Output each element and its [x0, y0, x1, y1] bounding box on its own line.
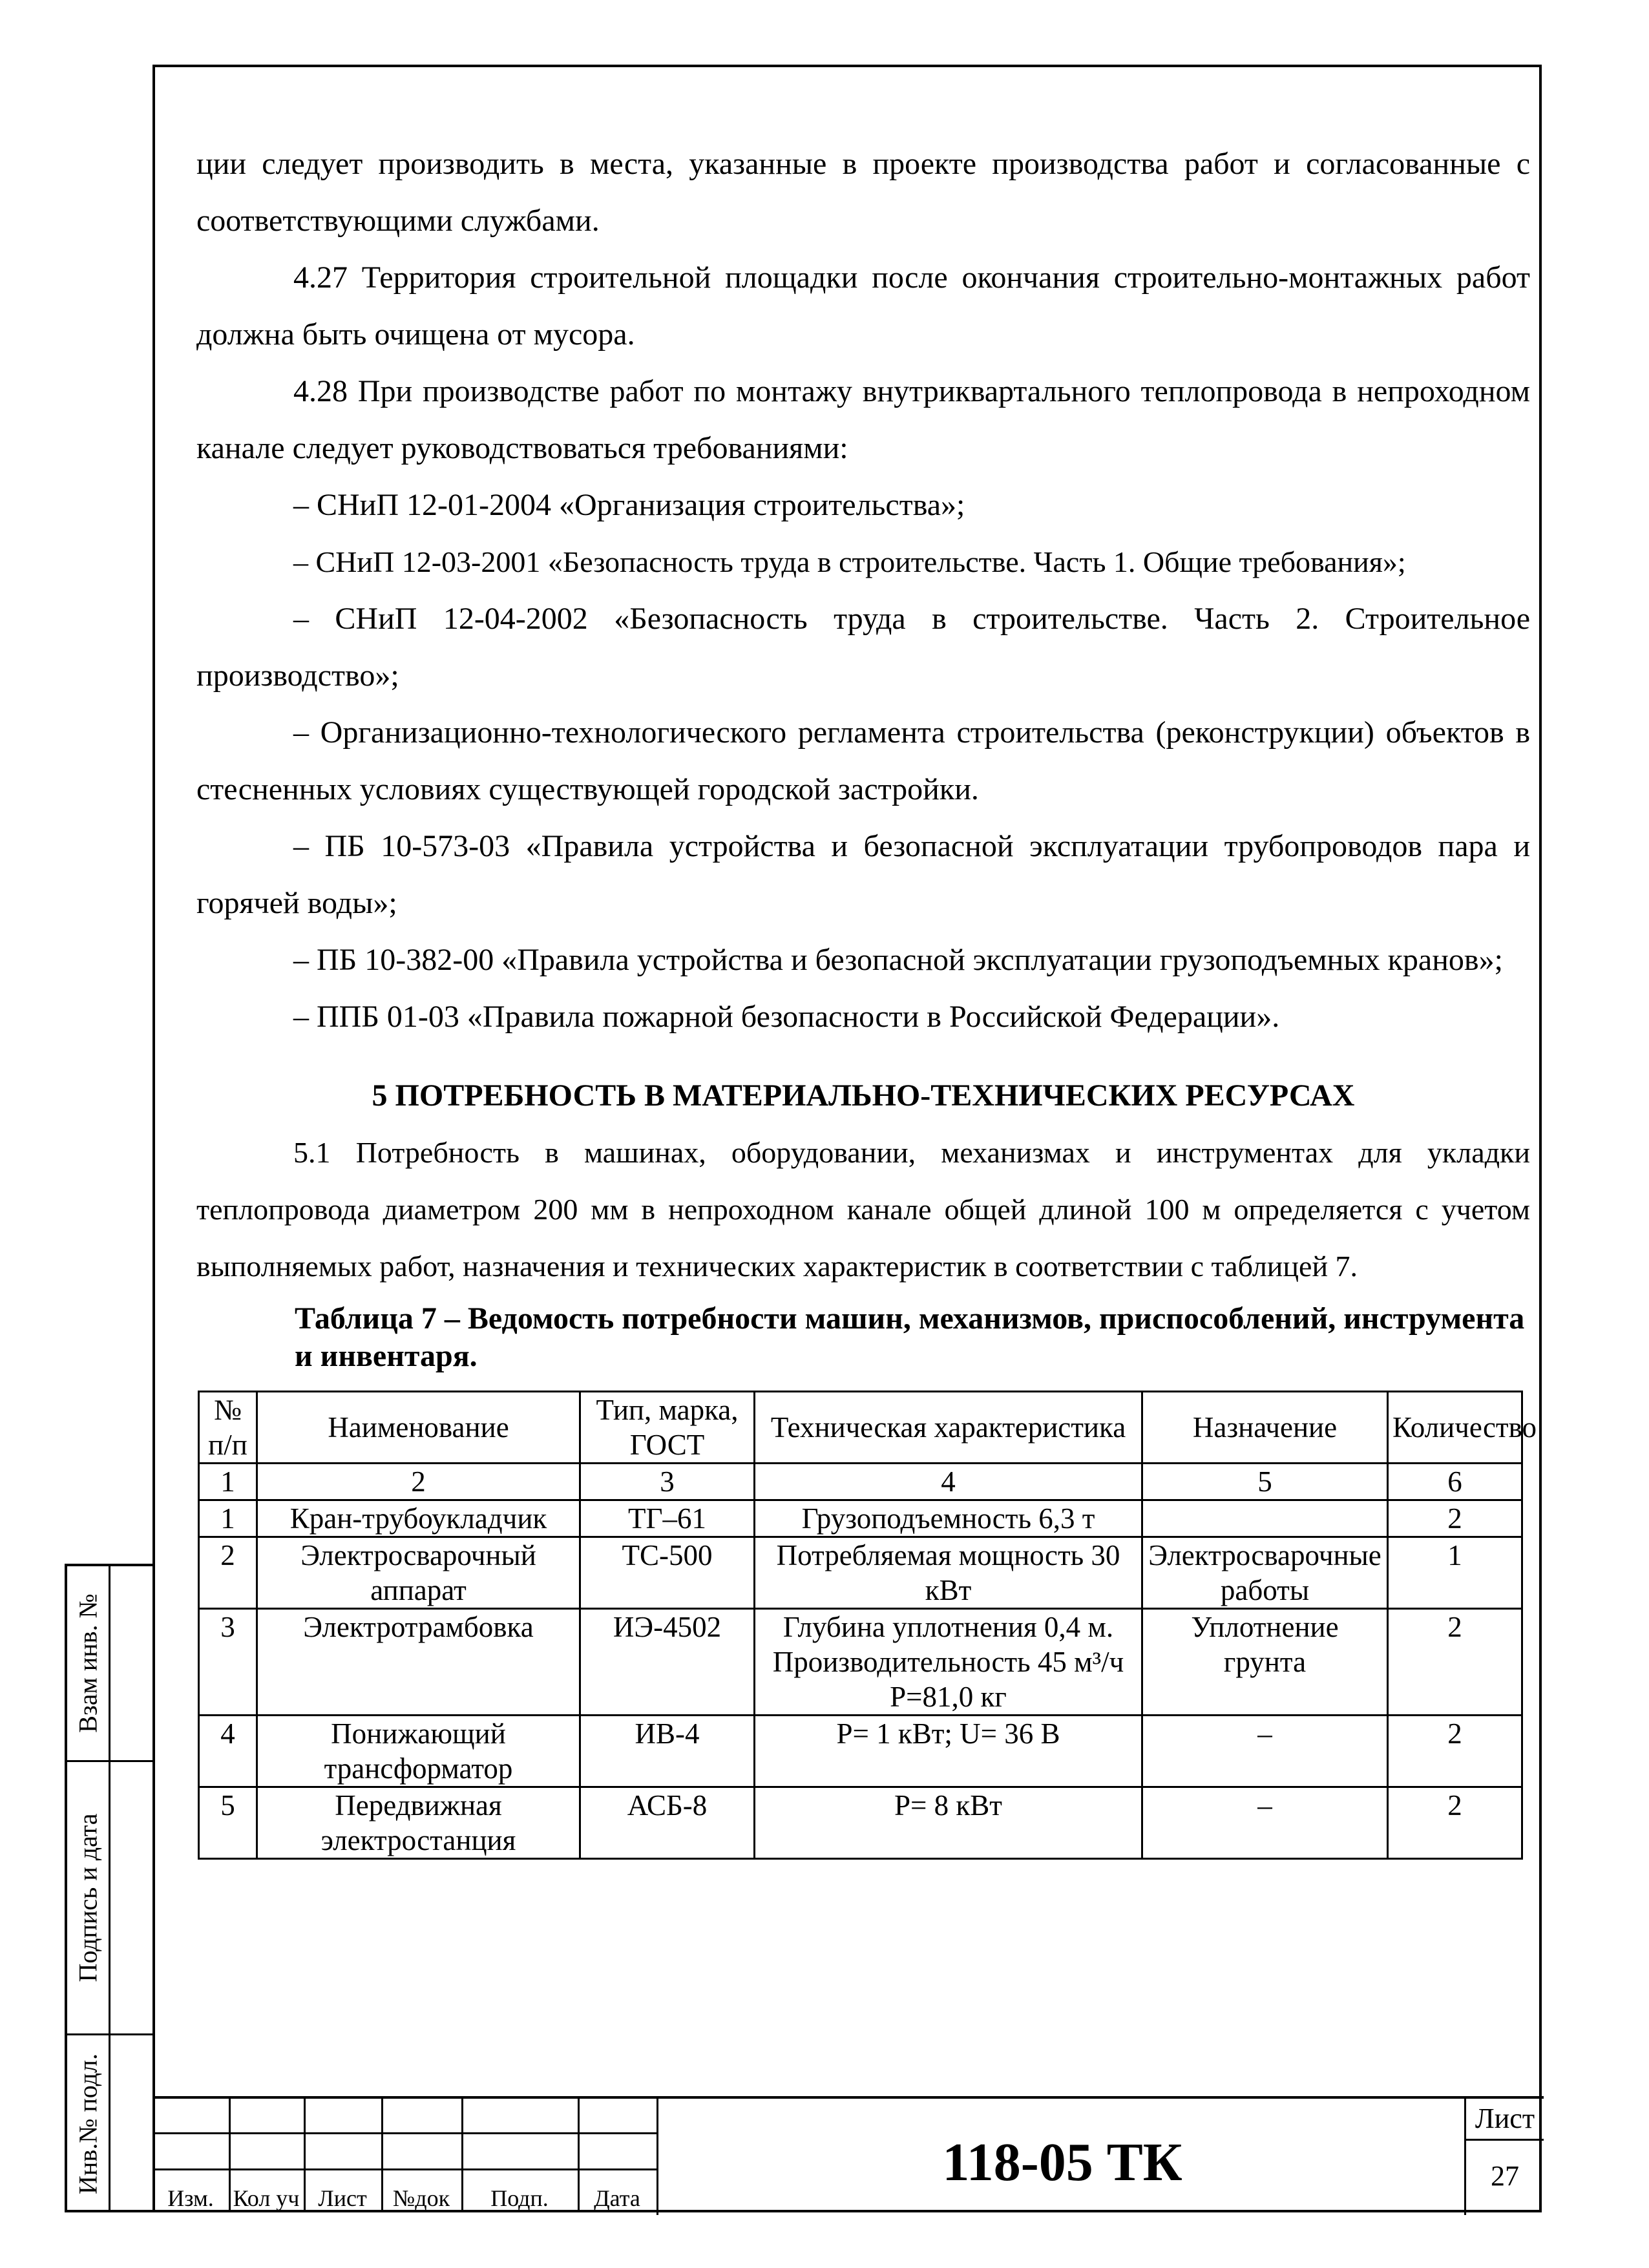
paragraph-continuation: ции следует производить в места, указанные в проекте производства работ и согласованные с соответствующими службами. [196, 147, 1530, 238]
stamp-cell-signature [67, 1762, 152, 2035]
table-row [199, 1500, 1522, 1537]
column-number: 1 [199, 1464, 257, 1500]
table-caption: Таблица 7 – Ведомость потребности машин, механизмов, приспособлений, инструмента и инвентаря. [295, 1301, 1525, 1373]
table-cell: Потребляемая мощность 30 кВт [755, 1537, 1142, 1609]
requirement-item: – ППБ 01-03 «Правила пожарной безопасности в Российской Федерации». [293, 1000, 1280, 1034]
stamp-cell-replacement [67, 1566, 152, 1762]
table-number-row [199, 1464, 1522, 1500]
header-cell: Наименование [257, 1392, 580, 1464]
table-cell: 1 [1388, 1537, 1522, 1609]
table-cell: Р= 8 кВт [755, 1787, 1142, 1859]
page-content [196, 136, 1537, 1860]
table-cell: Р= 1 кВт; U= 36 В [755, 1716, 1142, 1787]
header-cell: Назначение [1142, 1392, 1388, 1464]
table-row [199, 1609, 1522, 1716]
requirement-item: – ПБ 10-382-00 «Правила устройства и безопасной эксплуатации грузоподъемных кранов»; [293, 943, 1503, 977]
label-count: Кол уч [233, 2185, 300, 2211]
column-number: 6 [1388, 1464, 1522, 1500]
table-cell: ИЭ-4502 [580, 1609, 755, 1716]
table-cell: 2 [1388, 1500, 1522, 1537]
table-cell: Грузоподъемность 6,3 т [755, 1500, 1142, 1537]
table-cell: Электросварочный аппарат [257, 1537, 580, 1609]
section-text: 5.1 Потребность в машинах, оборудовании, механизмах и инструментах для укладки теплопровода диаметром 200 мм в непроходном канале общей длиной 100 м определяется с учетом выполняемых работ, назначения и технических характеристик в соответствии с таблицей 7. [196, 1136, 1530, 1283]
table-cell: Понижающий трансформатор [257, 1716, 580, 1787]
resources-table [198, 1391, 1537, 1860]
stamp-label: Инв.№ подл. [73, 2053, 103, 2194]
table-cell: ТС-500 [580, 1537, 755, 1609]
table-cell: 2 [1388, 1787, 1522, 1859]
header-cell: Количество [1388, 1392, 1522, 1464]
column-number: 4 [755, 1464, 1142, 1500]
table-cell: 2 [1388, 1609, 1522, 1716]
table-cell: Глубина уплотнения 0,4 м. Производительность 45 м³/ч Р=81,0 кг [755, 1609, 1142, 1716]
stamp-label: Взам инв. № [73, 1593, 103, 1733]
column-number: 5 [1142, 1464, 1388, 1500]
table-row [199, 1716, 1522, 1787]
table-cell: Электросварочные работы [1142, 1537, 1388, 1609]
requirement-item: – ПБ 10-573-03 «Правила устройства и безопасной эксплуатации трубопроводов пара и горячей воды»; [196, 829, 1530, 920]
header-cell: Техническая характеристика [755, 1392, 1142, 1464]
requirement-item: – Организационно-технологического регламента строительства (реконструкции) объектов в стесненных условиях существующей городской застройки. [196, 715, 1530, 806]
header-cell: № п/п [199, 1392, 257, 1464]
table-cell: 4 [199, 1716, 257, 1787]
table-cell: ТГ–61 [580, 1500, 755, 1537]
paragraph-4-28: 4.28 При производстве работ по монтажу внутриквартального теплопровода в непроходном канале следует руководствоваться требованиями: [196, 374, 1530, 465]
table-cell: 3 [199, 1609, 257, 1716]
label-change: Изм. [167, 2185, 214, 2211]
table-cell: Электротрамбовка [257, 1609, 580, 1716]
label-date: Дата [594, 2185, 640, 2211]
table-cell: Передвижная электростанция [257, 1787, 580, 1859]
sheet-number-cell [1464, 2096, 1544, 2215]
paragraph-4-27: 4.27 Территория строительной площадки после окончания строительно-монтажных работ должна быть очищена от мусора. [196, 260, 1530, 352]
column-number: 3 [580, 1464, 755, 1500]
table-row [199, 1537, 1522, 1609]
stamp-cell-inventory [67, 2035, 152, 2212]
label-document: №док [392, 2185, 450, 2211]
document-code: 118-05 ТК [942, 2132, 1182, 2192]
table-cell: Уплотнение грунта [1142, 1609, 1388, 1716]
sheet-number: 27 [1491, 2160, 1519, 2192]
title-block [152, 2096, 1542, 2212]
table-cell: 2 [199, 1537, 257, 1609]
label-signature: Подп. [490, 2185, 549, 2211]
table-cell: АСБ-8 [580, 1787, 755, 1859]
stamp-label: Подпись и дата [73, 1813, 103, 1982]
table-cell: – [1142, 1787, 1388, 1859]
requirement-item: – СНиП 12-01-2004 «Организация строительства»; [293, 488, 965, 522]
table-cell: Кран-трубоукладчик [257, 1500, 580, 1537]
requirement-item: – СНиП 12-03-2001 «Безопасность труда в строительстве. Часть 1. Общие требования»; [293, 545, 1406, 578]
document-code-cell [656, 2096, 1466, 2215]
table-row [199, 1787, 1522, 1859]
table-cell: ИВ-4 [580, 1716, 755, 1787]
table-cell [1142, 1500, 1388, 1537]
requirement-item: – СНиП 12-04-2002 «Безопасность труда в строительстве. Часть 2. Строительное производство»; [196, 602, 1530, 693]
sheet-label: Лист [1466, 2099, 1544, 2141]
section-title: 5 ПОТРЕБНОСТЬ В МАТЕРИАЛЬНО-ТЕХНИЧЕСКИХ РЕСУРСАХ [372, 1078, 1355, 1113]
table-cell: 1 [199, 1500, 257, 1537]
table-cell: 5 [199, 1787, 257, 1859]
title-block-grid [152, 2096, 656, 2212]
table-cell: – [1142, 1716, 1388, 1787]
table-header-row [199, 1392, 1522, 1464]
header-cell: Тип, марка, ГОСТ [580, 1392, 755, 1464]
side-stamp [65, 1564, 152, 2212]
column-number: 2 [257, 1464, 580, 1500]
label-sheet: Лист [318, 2185, 367, 2211]
table-cell: 2 [1388, 1716, 1522, 1787]
